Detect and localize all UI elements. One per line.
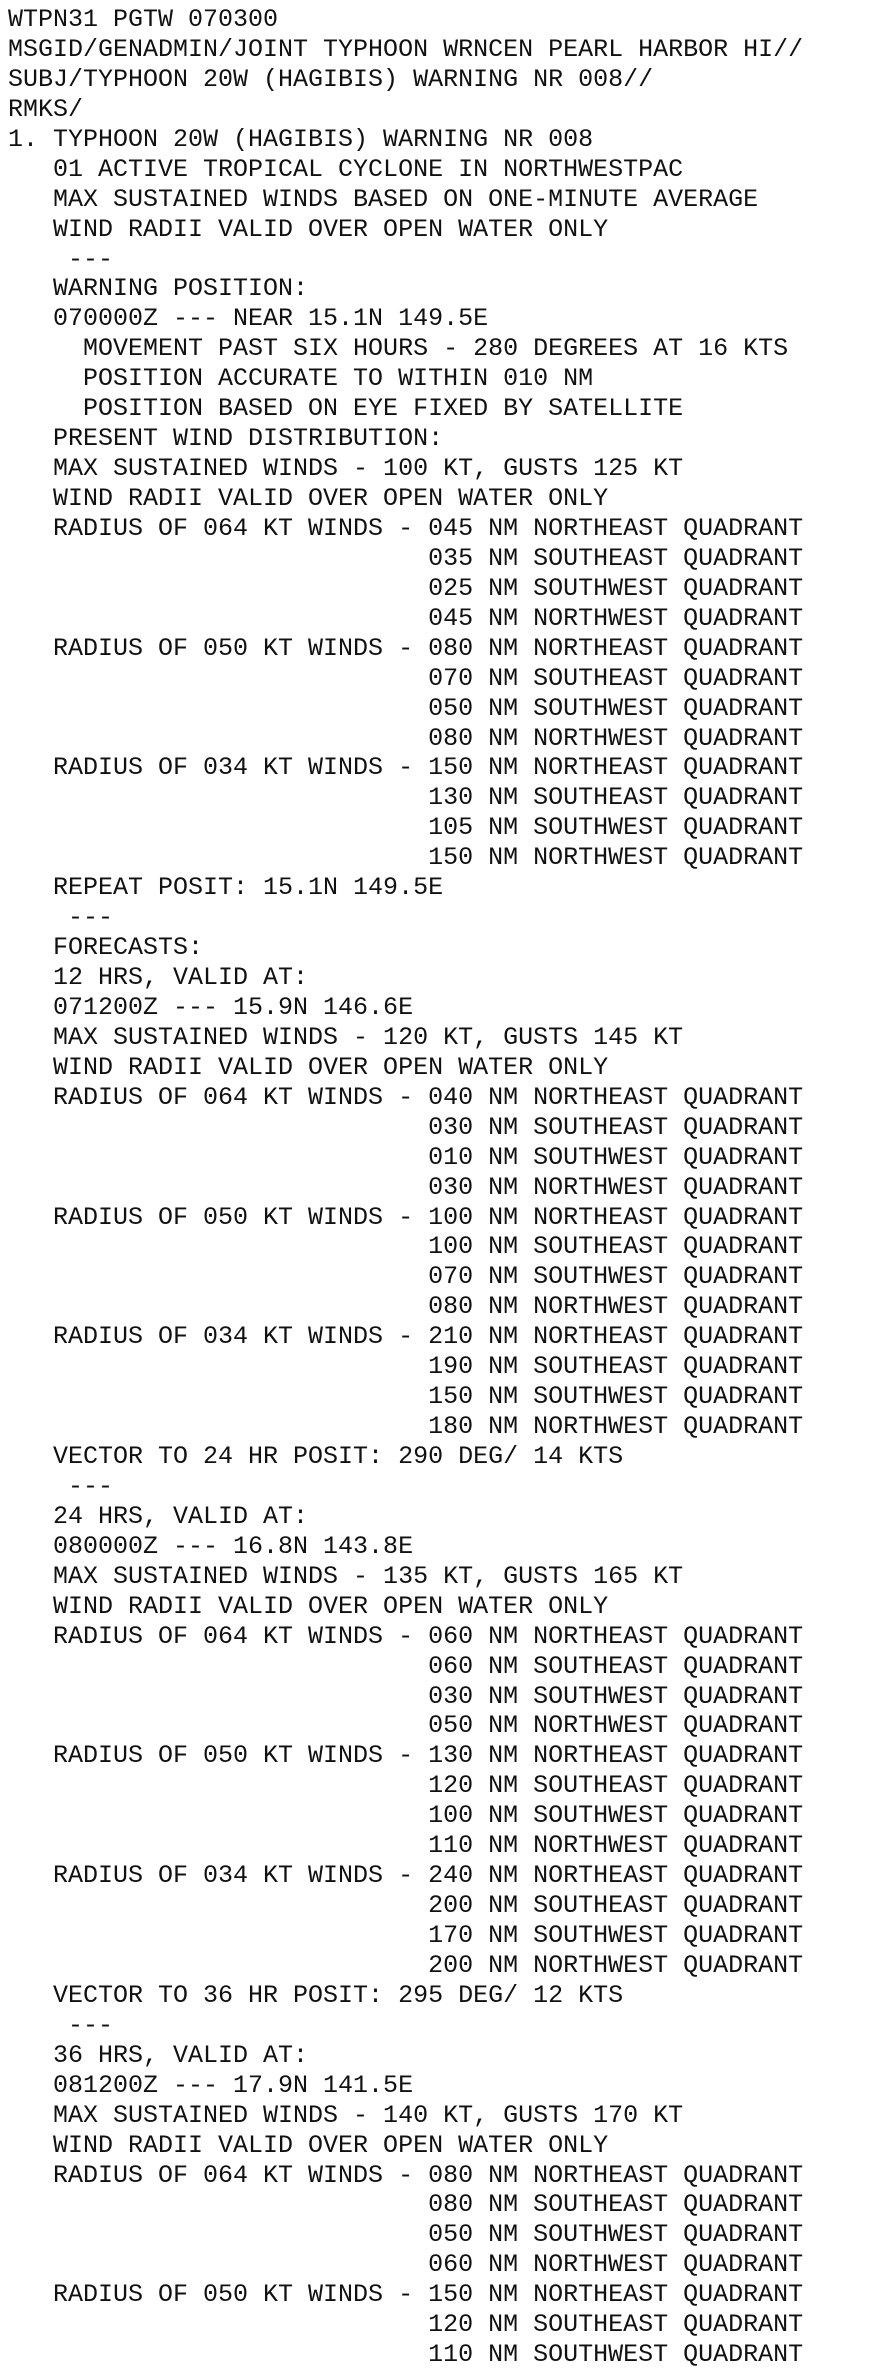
text-line: WARNING POSITION: (8, 274, 309, 304)
text-line: 190 NM SOUTHEAST QUADRANT (8, 1352, 804, 1382)
text-line: 01 ACTIVE TROPICAL CYCLONE IN NORTHWESTPAC (8, 154, 684, 184)
text-line: MSGID/GENADMIN/JOINT TYPHOON WRNCEN PEARL HARBOR HI// (8, 34, 804, 64)
text-line: 130 NM SOUTHEAST QUADRANT (8, 783, 804, 813)
text-line: RADIUS OF 064 KT WINDS - 045 NM NORTHEAST QUADRANT (8, 513, 804, 543)
text-line: 200 NM NORTHWEST QUADRANT (8, 1950, 804, 1980)
text-line: 050 NM SOUTHWEST QUADRANT (8, 693, 804, 723)
text-line: RADIUS OF 050 KT WINDS - 100 NM NORTHEAST QUADRANT (8, 1202, 804, 1232)
text-line: 030 NM SOUTHWEST QUADRANT (8, 1681, 804, 1711)
text-line: MAX SUSTAINED WINDS - 100 KT, GUSTS 125 KT (8, 454, 684, 484)
text-line: 100 NM SOUTHWEST QUADRANT (8, 1801, 804, 1831)
text-line: 170 NM SOUTHWEST QUADRANT (8, 1921, 804, 1950)
text-line: 1. TYPHOON 20W (HAGIBIS) WARNING NR 008 (8, 124, 594, 154)
text-line: --- (8, 1471, 114, 1501)
text-line: WIND RADII VALID OVER OPEN WATER ONLY (8, 2130, 609, 2160)
text-line: MAX SUSTAINED WINDS - 135 KT, GUSTS 165 KT (8, 1561, 684, 1591)
text-line: PRESENT WIND DISTRIBUTION: (8, 424, 444, 454)
text-line: 070 NM SOUTHEAST QUADRANT (8, 663, 804, 693)
text-line: VECTOR TO 36 HR POSIT: 295 DEG/ 12 KTS (8, 1980, 624, 2010)
text-line: RMKS/ (8, 94, 84, 124)
text-line: 110 NM SOUTHWEST QUADRANT (8, 2340, 804, 2370)
text-line: 045 NM NORTHWEST QUADRANT (8, 603, 804, 633)
text-line: WIND RADII VALID OVER OPEN WATER ONLY (8, 1591, 609, 1621)
text-line: 150 NM NORTHWEST QUADRANT (8, 843, 804, 873)
text-line: --- (8, 903, 114, 933)
text-line: 060 NM NORTHWEST QUADRANT (8, 2250, 804, 2280)
text-line: 050 NM SOUTHWEST QUADRANT (8, 2220, 804, 2250)
text-line: MOVEMENT PAST SIX HOURS - 280 DEGREES AT 16 KTS (8, 334, 789, 364)
text-line: RADIUS OF 064 KT WINDS - 060 NM NORTHEAST QUADRANT (8, 1621, 804, 1651)
text-line: 12 HRS, VALID AT: (8, 963, 309, 992)
text-line: RADIUS OF 034 KT WINDS - 150 NM NORTHEAST QUADRANT (8, 753, 804, 783)
text-line: 071200Z --- 15.9N 146.6E (8, 992, 414, 1022)
text-line: 36 HRS, VALID AT: (8, 2040, 309, 2070)
text-line: 070 NM SOUTHWEST QUADRANT (8, 1262, 804, 1292)
text-line: 110 NM NORTHWEST QUADRANT (8, 1831, 804, 1861)
text-line: 070000Z --- NEAR 15.1N 149.5E (8, 304, 489, 334)
text-line: RADIUS OF 050 KT WINDS - 080 NM NORTHEAST QUADRANT (8, 633, 804, 663)
text-line: 030 NM SOUTHEAST QUADRANT (8, 1112, 804, 1142)
text-line: RADIUS OF 064 KT WINDS - 040 NM NORTHEAST QUADRANT (8, 1082, 804, 1112)
text-line: WTPN31 PGTW 070300 (8, 5, 279, 34)
text-line: 025 NM SOUTHWEST QUADRANT (8, 573, 804, 603)
text-line: WIND RADII VALID OVER OPEN WATER ONLY (8, 484, 609, 513)
text-line: REPEAT POSIT: 15.1N 149.5E (8, 873, 444, 903)
text-line: --- (8, 2010, 114, 2040)
text-line: WIND RADII VALID OVER OPEN WATER ONLY (8, 1052, 609, 1082)
text-line: 080 NM NORTHWEST QUADRANT (8, 723, 804, 753)
warning-text-document (8, 5, 870, 2370)
text-line: 180 NM NORTHWEST QUADRANT (8, 1412, 804, 1442)
text-line: MAX SUSTAINED WINDS - 120 KT, GUSTS 145 KT (8, 1022, 684, 1052)
text-line: VECTOR TO 24 HR POSIT: 290 DEG/ 14 KTS (8, 1442, 624, 1471)
text-line: --- (8, 244, 114, 274)
text-line: WIND RADII VALID OVER OPEN WATER ONLY (8, 214, 609, 244)
text-line: POSITION BASED ON EYE FIXED BY SATELLITE (8, 394, 684, 424)
text-line: 105 NM SOUTHWEST QUADRANT (8, 813, 804, 843)
text-line: 080 NM NORTHWEST QUADRANT (8, 1292, 804, 1322)
text-line: SUBJ/TYPHOON 20W (HAGIBIS) WARNING NR 008// (8, 64, 654, 94)
text-line: RADIUS OF 050 KT WINDS - 150 NM NORTHEAST QUADRANT (8, 2280, 804, 2310)
text-line: 080000Z --- 16.8N 143.8E (8, 1531, 414, 1561)
text-line: MAX SUSTAINED WINDS - 140 KT, GUSTS 170 KT (8, 2100, 684, 2130)
text-line: FORECASTS: (8, 933, 204, 963)
text-line: 030 NM NORTHWEST QUADRANT (8, 1172, 804, 1202)
text-line: 035 NM SOUTHEAST QUADRANT (8, 543, 804, 573)
text-line: 120 NM SOUTHEAST QUADRANT (8, 1771, 804, 1801)
text-line: 081200Z --- 17.9N 141.5E (8, 2070, 414, 2100)
text-line: POSITION ACCURATE TO WITHIN 010 NM (8, 364, 594, 394)
text-line: 200 NM SOUTHEAST QUADRANT (8, 1891, 804, 1921)
text-line: MAX SUSTAINED WINDS BASED ON ONE-MINUTE AVERAGE (8, 184, 759, 214)
text-line: 060 NM SOUTHEAST QUADRANT (8, 1651, 804, 1681)
text-line: RADIUS OF 050 KT WINDS - 130 NM NORTHEAST QUADRANT (8, 1741, 804, 1771)
text-line: 24 HRS, VALID AT: (8, 1501, 309, 1531)
text-line: 010 NM SOUTHWEST QUADRANT (8, 1142, 804, 1172)
text-line: RADIUS OF 064 KT WINDS - 080 NM NORTHEAST QUADRANT (8, 2160, 804, 2190)
text-line: 050 NM NORTHWEST QUADRANT (8, 1711, 804, 1741)
text-line: 120 NM SOUTHEAST QUADRANT (8, 2310, 804, 2340)
text-line: 080 NM SOUTHEAST QUADRANT (8, 2190, 804, 2220)
text-line: RADIUS OF 034 KT WINDS - 210 NM NORTHEAST QUADRANT (8, 1322, 804, 1352)
text-line: 150 NM SOUTHWEST QUADRANT (8, 1382, 804, 1412)
text-line: 100 NM SOUTHEAST QUADRANT (8, 1232, 804, 1262)
text-line: RADIUS OF 034 KT WINDS - 240 NM NORTHEAST QUADRANT (8, 1861, 804, 1891)
